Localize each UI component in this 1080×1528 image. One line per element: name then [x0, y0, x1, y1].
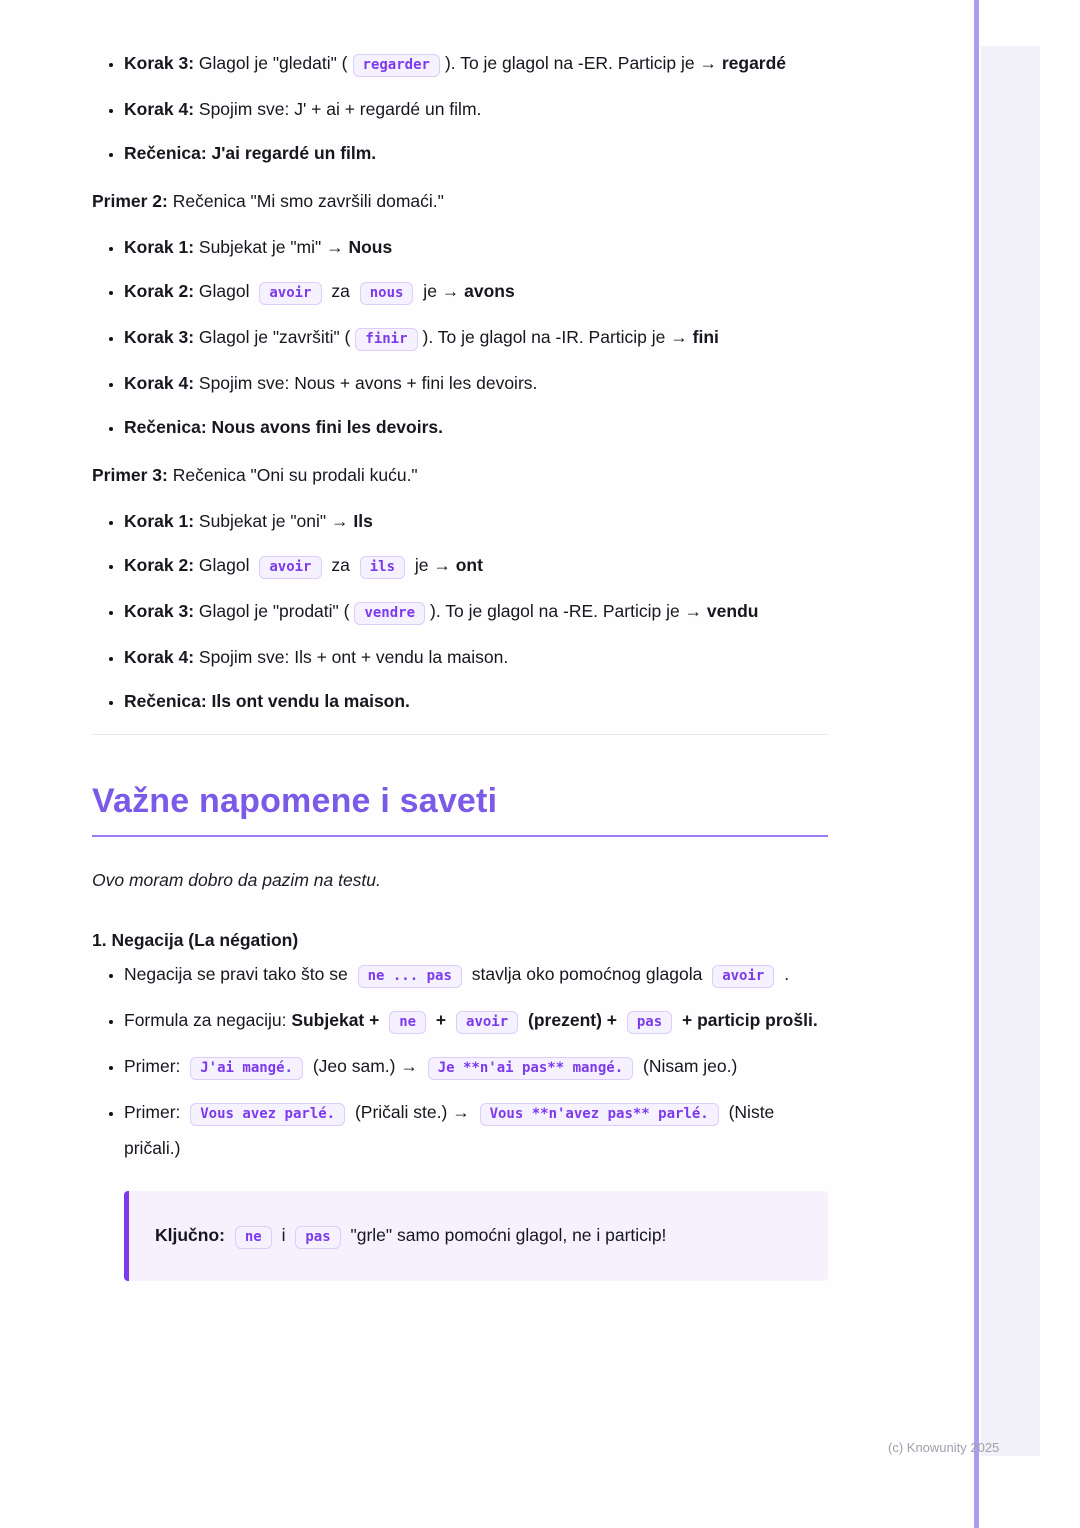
inline-code-badge: avoir — [259, 556, 321, 579]
negation-subheading: 1. Negacija (La négation) — [92, 930, 299, 950]
inline-code-badge: pas — [295, 1226, 340, 1249]
list-item: • Korak 3: Glagol je "gledati" ( regarder ). To je glagol na -ER. Particip je → regardé — [124, 46, 828, 82]
list-item: • Negacija se pravi tako što se ne ... pas stavlja oko pomoćnog glagola avoir . — [124, 957, 828, 993]
list-item: • Primer: Vous avez parlé. (Pričali ste.) → Vous **n'avez pas** parlé. (Niste pričali.) — [124, 1095, 828, 1165]
list-item: • Rečenica: J'ai regardé un film. — [124, 136, 828, 170]
section-heading: Važne napomene i saveti — [92, 779, 828, 837]
list-item: • Korak 3: Glagol je "završiti" ( finir ). To je glagol na -IR. Particip je → fini — [124, 320, 828, 356]
list-item: • Primer: J'ai mangé. (Jeo sam.) → Je **n'ai pas** mangé. (Nisam jeo.) — [124, 1049, 828, 1085]
key-note-callout — [124, 1191, 828, 1281]
primer2-steps-list — [92, 230, 828, 444]
inline-code-badge: Vous avez parlé. — [190, 1103, 345, 1126]
inline-code-badge: nous — [360, 282, 414, 305]
primer3-title: Primer 3: Rečenica "Oni su prodali kuću." — [92, 465, 418, 485]
inline-code-badge: ils — [360, 556, 405, 579]
inline-code-badge: avoir — [456, 1011, 518, 1034]
inline-code-badge: avoir — [712, 965, 774, 988]
copyright-credit: (c) Knowunity 2025 — [888, 1440, 1000, 1455]
list-item: • Korak 1: Subjekat je "oni" → Ils — [124, 504, 828, 538]
primer1-steps-list — [92, 46, 828, 170]
inline-code-badge: Je **n'ai pas** mangé. — [428, 1057, 633, 1080]
list-item: • Korak 4: Spojim sve: J' + ai + regardé un film. — [124, 92, 828, 126]
notes-document — [92, 0, 828, 1281]
inline-code-badge: pas — [627, 1011, 672, 1034]
list-item: • Korak 2: Glagol avoir za nous je → avons — [124, 274, 828, 310]
inline-code-badge: vendre — [354, 602, 425, 625]
list-item: • Rečenica: Ils ont vendu la maison. — [124, 684, 828, 718]
primer2-title: Primer 2: Rečenica "Mi smo završili domaći." — [92, 191, 444, 211]
inline-code-badge: ne ... pas — [358, 965, 462, 988]
section-divider — [92, 734, 828, 735]
inline-code-badge: ne — [235, 1226, 272, 1249]
list-item: • Korak 4: Spojim sve: Nous + avons + fini les devoirs. — [124, 366, 828, 400]
list-item: • Rečenica: Nous avons fini les devoirs. — [124, 410, 828, 444]
list-item: • Korak 3: Glagol je "prodati" ( vendre ). To je glagol na -RE. Particip je → vendu — [124, 594, 828, 630]
scrollbar-thumb[interactable] — [974, 0, 979, 1528]
inline-code-badge: J'ai mangé. — [190, 1057, 303, 1080]
scrollbar-track[interactable] — [981, 46, 1040, 1456]
notes-intro — [92, 863, 828, 897]
list-item: • Korak 4: Spojim sve: Ils + ont + vendu la maison. — [124, 640, 828, 674]
negation-list — [92, 957, 828, 1165]
inline-code-badge: ne — [389, 1011, 426, 1034]
list-item: • Formula za negaciju: Subjekat + ne + avoir (prezent) + pas + particip prošli. — [124, 1003, 828, 1039]
inline-code-badge: avoir — [259, 282, 321, 305]
notes-intro-text: Ovo moram dobro da pazim na testu. — [92, 870, 381, 890]
callout-text: Ključno: ne i pas "grle" samo pomoćni glagol, ne i particip! — [155, 1218, 802, 1254]
primer3-steps-list — [92, 504, 828, 718]
list-item: • Korak 1: Subjekat je "mi" → Nous — [124, 230, 828, 264]
list-item: • Korak 2: Glagol avoir za ils je → ont — [124, 548, 828, 584]
inline-code-badge: finir — [355, 328, 417, 351]
inline-code-badge: Vous **n'avez pas** parlé. — [480, 1103, 719, 1126]
inline-code-badge: regarder — [353, 54, 440, 77]
